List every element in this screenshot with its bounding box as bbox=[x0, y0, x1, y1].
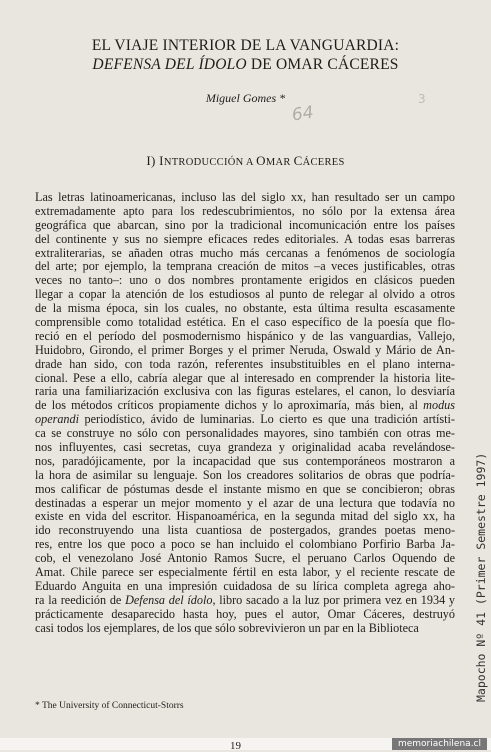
footnote: * The University of Connecticut-Storrs bbox=[35, 701, 184, 711]
handwritten-number: 64 bbox=[290, 102, 315, 126]
body-line: cob, el venezolano José Antonio Ramos Sucre, el peruano Carlos Oquendo de bbox=[35, 551, 455, 566]
body-line: mos calificar de póstumas desde el instante mismo en que se concibieron; obras bbox=[35, 481, 455, 496]
body-line: nos influyentes, casi secretas, cuya grandeza y originalidad acaba revelándose- bbox=[35, 440, 455, 455]
handwritten-mark: 3 bbox=[418, 92, 426, 106]
body-line: del arte; por ejemplo, la temprana creación de mitos –a veces justificables, otras bbox=[35, 259, 455, 274]
section-title: INTRODUCCIÓN A OMAR CÁCERES bbox=[159, 153, 345, 168]
body-line: prácticamente desaparecido hasta hoy, pues el autor, Omar Cáceres, destruyó bbox=[35, 606, 455, 621]
body-line: ido reconstruyendo una lista cuantiosa de postergados, grandes poetas meno- bbox=[35, 523, 455, 538]
body-line: res, entre los que poco a poco se han incluido el colombiano Porfirio Barba Ja- bbox=[35, 537, 455, 552]
body-line: extremadamente apto para los redescubrimientos, no sólo por la extensa área bbox=[35, 203, 455, 218]
body-line: veces no tanto–: uno o dos nombres prontamente erigidos en clásicos pueden bbox=[35, 273, 455, 288]
journal-side-label: Mapocho Nº 41 (Primer Semestre 1997) bbox=[474, 452, 488, 702]
body-line: Huidobro, Girondo, el primer Borges y el primer Neruda, Oswald y Mário de An- bbox=[35, 342, 455, 357]
body-line: existe en vida del escritor. Hispanoamérica, en la segunda mitad del siglo xx, ha bbox=[35, 509, 455, 524]
body-line: llegar a copar la atención de los estudiosos al punto de relegar al olvido a otros bbox=[35, 287, 455, 302]
page-number: 19 bbox=[230, 740, 241, 752]
watermark-logo[interactable]: memoriachilena.cl bbox=[392, 738, 487, 750]
title-line-2 bbox=[0, 55, 491, 74]
body-line: cional. Pese a ello, cabría alegar que al interesado en comprender la historia lite- bbox=[35, 370, 455, 385]
body-text bbox=[35, 191, 455, 636]
body-line: Eduardo Anguita en una impresión cuidadosa de su lírica completa agrega aho- bbox=[35, 578, 455, 593]
body-line: extraliterarias, se añaden otras mucho más cercanas a fenómenos de sociología bbox=[35, 245, 455, 260]
title-line-1: EL VIAJE INTERIOR DE LA VANGUARDIA: bbox=[91, 37, 400, 54]
body-line: operandi periodístico, ávido de luminarias. Lo cierto es que una tradición artísti- bbox=[35, 412, 455, 427]
title-book-name: DEFENSA DEL ÍDOLO bbox=[92, 56, 247, 73]
section-number: I) bbox=[146, 153, 156, 168]
body-line: raria una familiarización exclusiva con las figuras estelares, el canon, lo desviaría bbox=[35, 384, 455, 399]
body-line: Las letras latinoamericanas, incluso las del siglo xx, han resultado ser un campo bbox=[35, 190, 455, 204]
body-line: nos, paradójicamente, por la incapacidad que sus contemporáneos mostraron a bbox=[35, 453, 455, 468]
body-line: drade han sido, con toda razón, referentes insubstituibles en el plano interna- bbox=[35, 356, 455, 371]
body-line: la hora de asimilar su lenguaje. Son los creadores solitarios de obras que podría- bbox=[35, 467, 455, 482]
author-name: Miguel Gomes * bbox=[205, 91, 286, 105]
body-line: de la misma época, sin los cuales, no obstante, esta última resulta escasamente bbox=[35, 301, 455, 316]
body-line: Amat. Chile parece ser especialmente fértil en esta labor, y el reciente rescate de bbox=[35, 565, 455, 580]
section-heading bbox=[0, 153, 491, 169]
body-line: reció en el período del posmodernismo hispánico y de las vanguardias, Vallejo, bbox=[35, 328, 455, 343]
body-line: casi todos los ejemplares, de los que sólo sobrevivieron un par en la Biblioteca bbox=[35, 620, 419, 635]
body-line: del continente y sus no siempre eficaces redes editoriales. A todas esas barreras bbox=[35, 231, 455, 246]
body-line: de los métodos críticos propiamente dichos y lo aproximaría, más bien, al modus bbox=[35, 398, 455, 413]
body-line: destinadas a esperar un mejor momento y el azar de una lectura que todavía no bbox=[35, 495, 455, 510]
body-line: geográfica que abarcan, sino por la tradicional incomunicación entre los países bbox=[35, 217, 455, 232]
body-line: ra la reedición de Defensa del ídolo, libro sacado a la luz por primera vez en 1934 y bbox=[35, 592, 456, 607]
title-line-2-rest: DE OMAR CÁCERES bbox=[246, 56, 399, 73]
body-line: ca se construye no sólo con personalidades mayores, sino también con otras me- bbox=[35, 426, 455, 441]
article-title bbox=[0, 36, 491, 74]
body-line: comprensible como totalidad estética. En el caso específico de la poesía que flo- bbox=[35, 315, 455, 330]
